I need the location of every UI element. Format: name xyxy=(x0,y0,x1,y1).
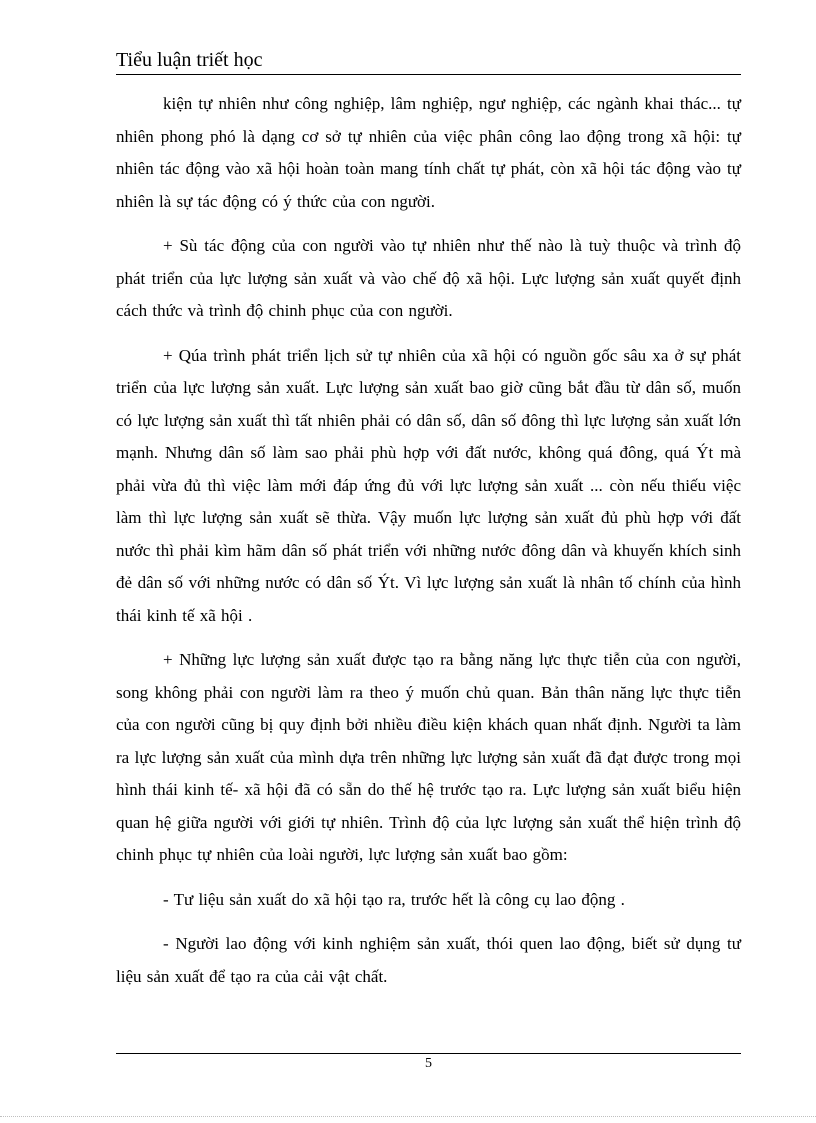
footer-divider xyxy=(116,1053,741,1054)
paragraph-historical-development: + Qúa trình phát triển lịch sử tự nhiên của xã hội có nguồn gốc sâu xa ở sự phát triển của lực lượng sản xuất. Lực lượng sản xuất bao giờ cũng bắt đầu từ dân số, muốn có lực lượng sản xuất thì tất nhiên phải có dân số, dân số đông thì lực lượng sản xuất lớn mạnh. Nhưng dân số làm sao phải phù hợp với đất nước, không quá đông, quá Ýt mà phải vừa đủ thì việc làm mới đáp ứng đủ với lực lượng sản xuất ... còn nếu thiếu việc làm thì lực lượng sản xuất sẽ thừa. Vậy muốn lực lượng sản xuất đủ phù hợp với đất nước thì phải kìm hãm dân số phát triển với những nước đông dân và khuyến khích sinh đẻ dân số với những nước có dân số Ýt. Vì lực lượng sản xuất là nhân tố chính của hình thái kinh tế xã hội . xyxy=(116,345,741,625)
paragraph-continuation: kiện tự nhiên như công nghiệp, lâm nghiệp, ngư nghiệp, các ngành khai thác... tự nhiên phong phó là dạng cơ sở tự nhiên của việc phân công lao động trong xã hội: tự nhiên tác động vào xã hội hoàn toàn mang tính chất tự phát, còn xã hội tác động vào tự nhiên là sự tác động có ý thức của con người. xyxy=(116,94,741,211)
paragraph-human-impact: + Sù tác động của con người vào tự nhiên như thế nào là tuỳ thuộc và trình độ phát triển của lực lượng sản xuất và vào chế độ xã hội. Lực lượng sản xuất quyết định cách thức và trình độ chinh phục của con người. xyxy=(116,236,741,320)
document-body xyxy=(116,88,741,1005)
page-header xyxy=(116,46,741,75)
page-number: 5 xyxy=(425,1056,432,1071)
header-title: Tiểu luận triết học xyxy=(116,49,263,71)
list-item-workers: - Người lao động với kinh nghiệm sản xuất, thói quen lao động, biết sử dụng tư liệu sản xuất để tạo ra của cải vật chất. xyxy=(116,934,741,986)
list-item-means-of-production: - Tư liệu sản xuất do xã hội tạo ra, trước hết là công cụ lao động . xyxy=(163,889,625,909)
paragraph-production-forces: + Những lực lượng sản xuất được tạo ra bằng năng lực thực tiễn của con người, song không phải con người làm ra theo ý muốn chủ quan. Bản thân năng lực thực tiễn của con người cũng bị quy định bởi nhiều điều kiện khách quan nhất định. Người ta làm ra lực lượng sản xuất của mình dựa trên những lực lượng sản xuất đã đạt được trong mọi hình thái kinh tế- xã hội đã có sẵn do thế hệ trước tạo ra. Lực lượng sản xuất biểu hiện quan hệ giữa người với giới tự nhiên. Trình độ của lực lượng sản xuất thể hiện trình độ chinh phục tự nhiên của loài người, lực lượng sản xuất bao gồm: xyxy=(116,650,741,864)
page-edge-divider xyxy=(0,1116,816,1117)
